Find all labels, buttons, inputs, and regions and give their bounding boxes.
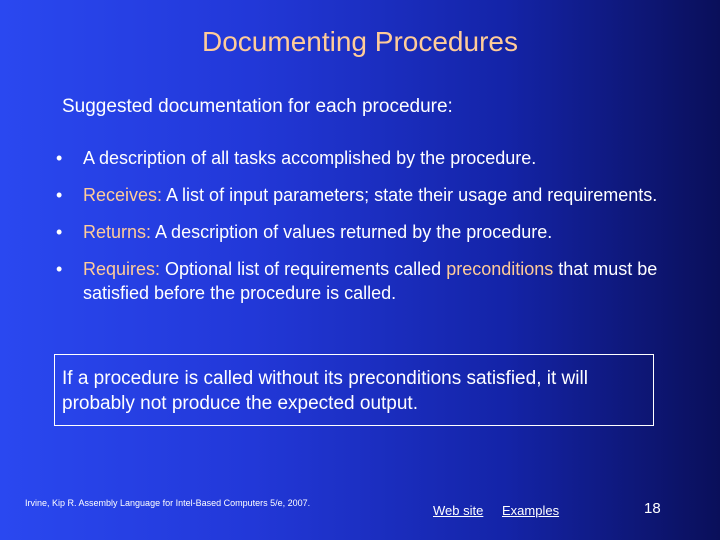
bullet-text: A description of values returned by the procedure.: [151, 222, 553, 242]
bullet-dot-icon: •: [56, 259, 63, 279]
citation-footer: Irvine, Kip R. Assembly Language for Intel-Based Computers 5/e, 2007.: [25, 498, 311, 508]
preconditions-term: preconditions: [446, 259, 554, 279]
slide-title: Documenting Procedures: [202, 26, 518, 57]
web-site-link[interactable]: Web site: [433, 503, 484, 518]
bullet-list: [56, 146, 666, 318]
bullet-keyword: Requires:: [83, 259, 161, 279]
bullet-keyword: Returns:: [83, 222, 152, 242]
bullet-dot-icon: •: [56, 222, 63, 242]
callout-box: If a procedure is called without its preconditions satisfied, it will probably not produce the expected output.: [54, 354, 654, 426]
page-number: 18: [644, 500, 661, 517]
bullet-item-returns: [56, 220, 666, 244]
bullet-item-requires: [56, 257, 666, 305]
bullet-keyword: Receives:: [83, 185, 163, 205]
bullet-dot-icon: •: [56, 148, 63, 168]
examples-link[interactable]: Examples: [502, 503, 560, 518]
bullet-dot-icon: •: [56, 185, 63, 205]
bullet-text: that must be satisfied before the procedure is called.: [83, 259, 658, 303]
bullet-text: A description of all tasks accomplished by the procedure.: [83, 148, 537, 168]
bullet-item-description: [56, 146, 666, 170]
bullet-text: Optional list of requirements called: [160, 259, 447, 279]
bullet-text: A list of input parameters; state their usage and requirements.: [162, 185, 658, 205]
bullet-item-receives: [56, 183, 666, 207]
intro-text: Suggested documentation for each procedure:: [62, 96, 453, 117]
